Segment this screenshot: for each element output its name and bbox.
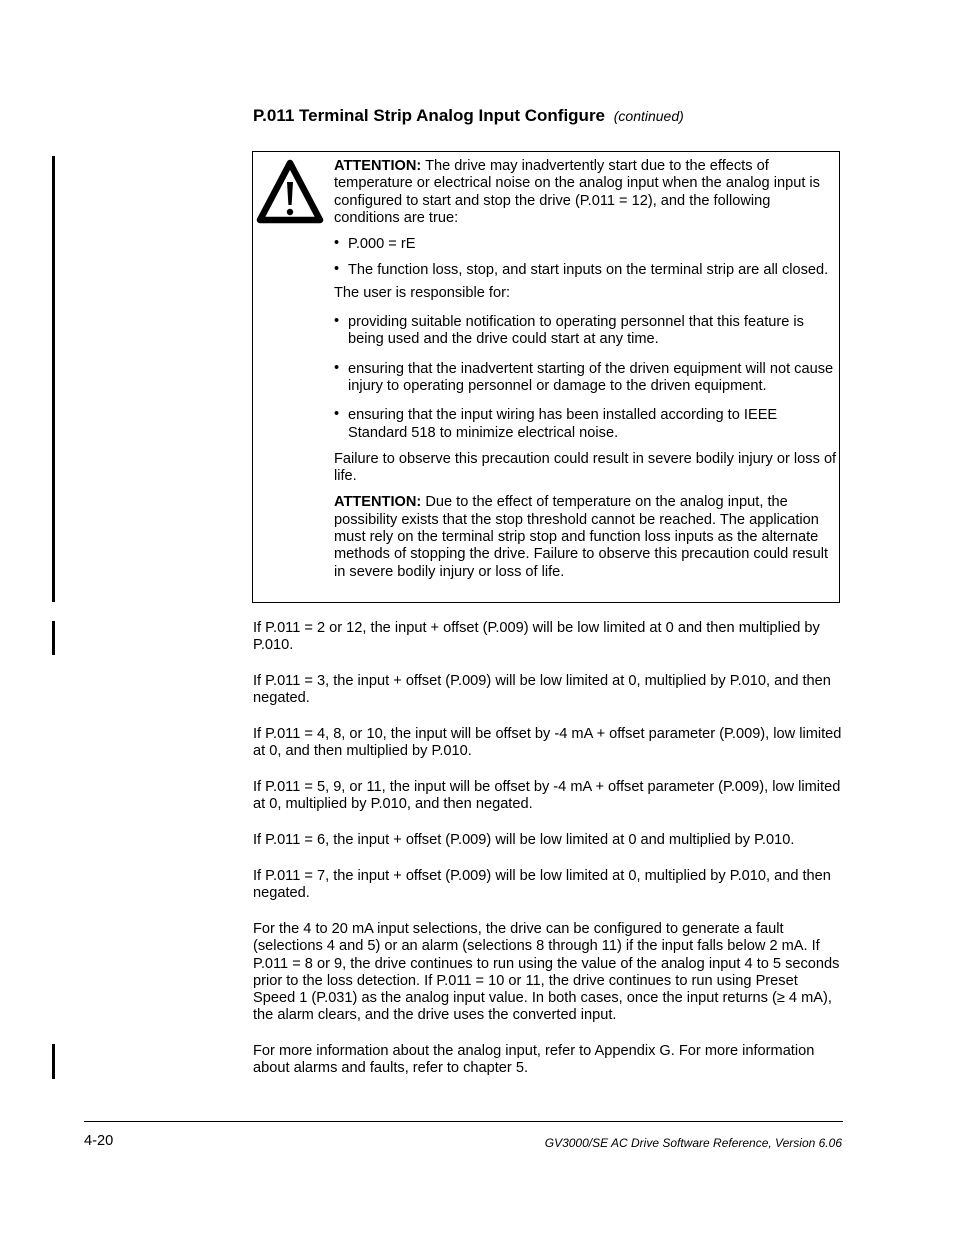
body-paragraph: If P.011 = 2 or 12, the input + offset (P.009) will be low limited at 0 and then multiplied by P.010. (253, 620, 820, 654)
attention-label: ATTENTION: (334, 494, 422, 511)
document-title: GV3000/SE AC Drive Software Reference, Version 6.06 (544, 1136, 842, 1150)
responsibility-item: • ensuring that the inadvertent starting of the driven equipment will not cause injury to operating personnel or damage to the driven equipment. (334, 359, 834, 394)
responsible-intro: The user is responsible for: (334, 284, 511, 301)
attention-text: Due to the effect of temperature on the analog input, the possibility exists that the stop threshold cannot be reached. The application must rely on the terminal strip stop and function loss inputs as the alternate methods of stopping the drive. Failure to observe this precaution could result in severe bodily injury or loss of life. (334, 494, 829, 580)
attention-content (334, 158, 838, 581)
responsibility-item: • ensuring that the input wiring has been installed according to IEEE Standard 518 to minimize electrical noise. (334, 406, 778, 441)
failure-note: Failure to observe this precaution could result in severe bodily injury or loss of life. (334, 450, 837, 485)
page-number: 4-20 (84, 1133, 114, 1149)
body-paragraph: If P.011 = 5, 9, or 11, the input will be offset by -4 mA + offset parameter (P.009), low limited at 0, multiplied by P.010, and then negated. (253, 779, 841, 813)
condition-item: • P.000 = rE (334, 235, 416, 253)
heading-title: P.011 Terminal Strip Analog Input Configure (253, 106, 606, 125)
attention-label: ATTENTION: (334, 158, 422, 174)
exclamation-triangle-icon (256, 158, 324, 226)
change-bar (52, 1044, 55, 1079)
footer-rule (84, 1121, 843, 1122)
body-paragraph: For more information about the analog input, refer to Appendix G. For more information about alarms and faults, refer to chapter 5. (253, 1043, 815, 1077)
bullet-icon: • (334, 261, 340, 278)
body-paragraph: For the 4 to 20 mA input selections, the drive can be configured to generate a fault (selections 4 and 5) or an alarm (selections 8 through 11) if the input falls below 2 mA. If P.011 = 8 or 9, the drive continues to run using the value of the analog input 4 to 5 seconds prior to the loss detection. If P.011 = 10 or 11, the drive continues to run using Preset Speed 1 (P.031) as the analog input value. In both cases, once the input returns (≥ 4 mA), the alarm clears, and the drive uses the converted input. (253, 921, 840, 1024)
attention-paragraph-2 (334, 494, 838, 580)
change-bar (52, 156, 55, 602)
change-bar (52, 621, 55, 655)
bullet-icon: • (334, 235, 340, 252)
section-heading (253, 106, 684, 126)
body-paragraph: If P.011 = 6, the input + offset (P.009) will be low limited at 0 and multiplied by P.010. (253, 832, 795, 848)
body-paragraph: If P.011 = 7, the input + offset (P.009) will be low limited at 0, multiplied by P.010, and then negated. (253, 868, 831, 902)
body-paragraph: If P.011 = 3, the input + offset (P.009) will be low limited at 0, multiplied by P.010, and then negated. (253, 673, 831, 707)
body-paragraph: If P.011 = 4, 8, or 10, the input will be offset by -4 mA + offset parameter (P.009), low limited at 0, and then multiplied by P.010. (253, 726, 842, 760)
responsibility-item: • providing suitable notification to operating personnel that this feature is being used and the drive could start at any time. (334, 313, 804, 348)
bullet-icon: • (334, 406, 340, 423)
bullet-icon: • (334, 359, 340, 376)
bullet-icon: • (334, 313, 340, 330)
attention-text: The drive may inadvertently start due to the effects of temperature or electrical noise on the analog input when the analog input is configured to start and stop the drive (P.011 = 12), and the following conditions are true: (334, 158, 820, 226)
condition-item: • The function loss, stop, and start inputs on the terminal strip are all closed. (334, 261, 829, 279)
heading-continued: (continued) (613, 108, 684, 124)
attention-paragraph-1 (334, 158, 838, 227)
